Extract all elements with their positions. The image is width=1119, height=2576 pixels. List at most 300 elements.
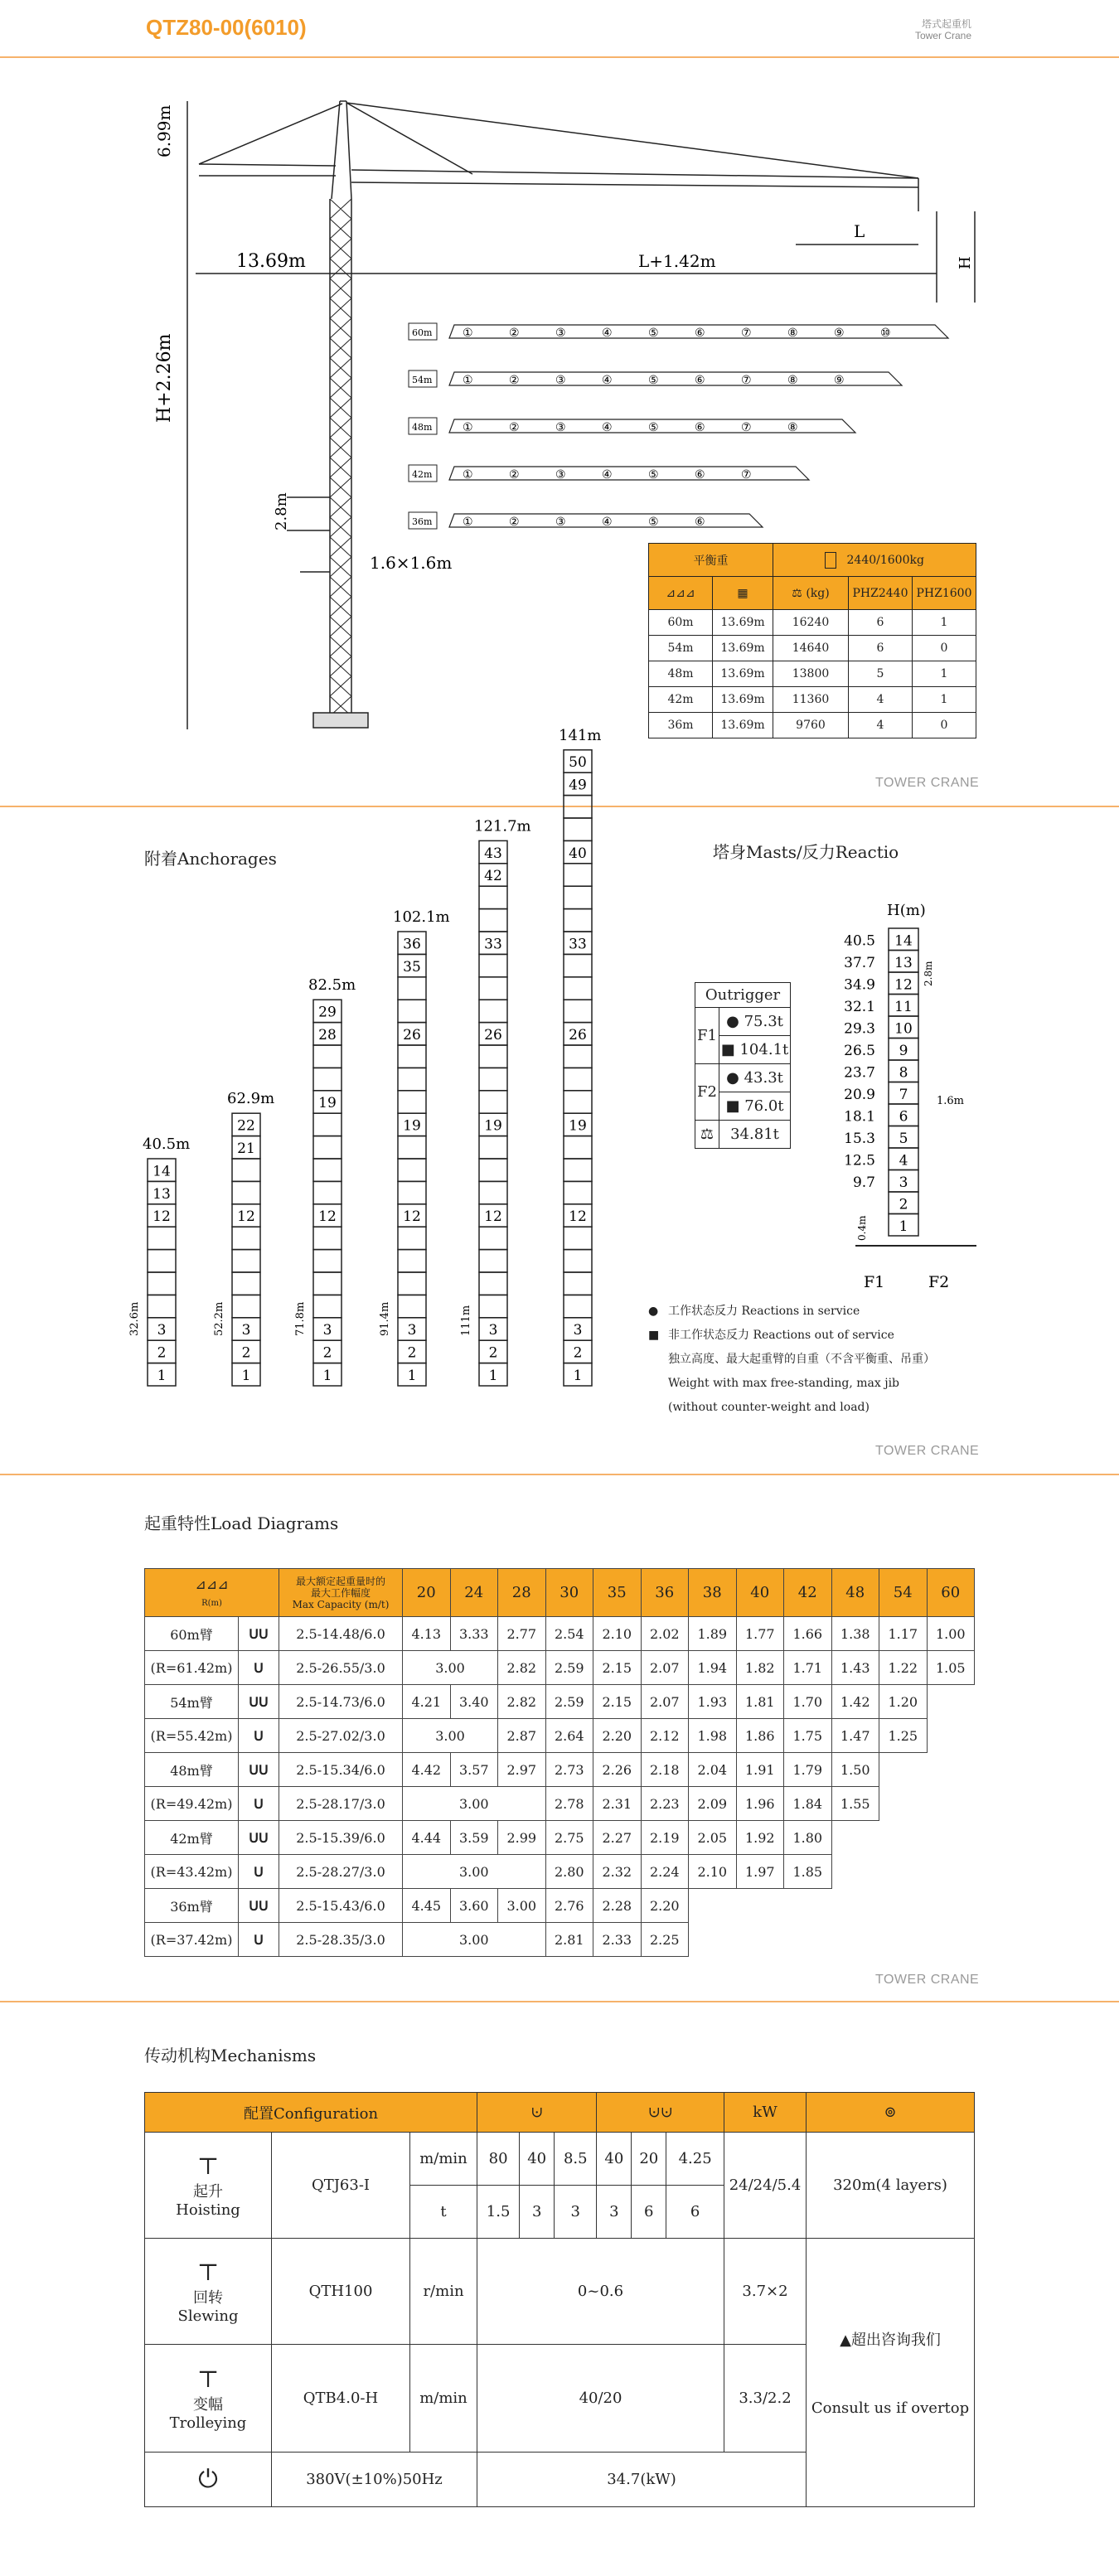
legend-item	[648, 1372, 935, 1396]
jib-section-label: ⑥	[695, 516, 705, 529]
jib-section-label: ⑦	[741, 374, 752, 387]
hoist-unit-load: t	[410, 2186, 477, 2239]
distance-header: 35	[593, 1569, 642, 1617]
mast-section	[148, 1250, 176, 1272]
mast-section	[479, 1000, 507, 1022]
value-cell: 1.17	[879, 1617, 928, 1651]
value-cell: 2.04	[689, 1753, 737, 1787]
config-label: 配置Configuration	[145, 2093, 477, 2133]
mast-section	[398, 1045, 426, 1068]
value-cell: 2.59	[545, 1685, 593, 1719]
mast-section-label: 12	[403, 1208, 421, 1226]
span-cell: 3.00	[403, 1855, 546, 1889]
trolley-power: 3.3/2.2	[724, 2345, 807, 2453]
jib-section-label: ②	[509, 327, 520, 340]
mast-section-label: 2	[899, 1196, 908, 1213]
table-cell: 54m	[649, 636, 713, 661]
value-cell: 1.80	[784, 1821, 832, 1855]
value-cell: 2.07	[641, 1685, 689, 1719]
mast-section	[232, 1159, 260, 1181]
table-cell: 6	[849, 636, 913, 661]
f1-label: F1	[695, 1008, 719, 1064]
column-height-label: 62.9m	[227, 1090, 275, 1108]
value-cell: 1.22	[879, 1651, 928, 1685]
value-cell: 1.50	[831, 1753, 879, 1787]
table-row	[145, 1923, 975, 1957]
table-cell: 13.69m	[713, 636, 773, 661]
mast-section-label: 12	[237, 1208, 255, 1226]
mast-section-label: 36	[403, 936, 421, 953]
jib-section-label: ④	[602, 468, 613, 482]
mast-section	[479, 1295, 507, 1317]
table-cell: 14640	[773, 636, 849, 661]
hoist-cn: 起升	[193, 2182, 223, 2201]
value-cell: 4.44	[403, 1821, 451, 1855]
value-cell: 2.59	[545, 1651, 593, 1685]
mast-section	[398, 1000, 426, 1022]
mast-section	[313, 1181, 342, 1203]
legend-item	[648, 1300, 935, 1324]
height-label: 18.1	[844, 1108, 875, 1126]
mast-section	[479, 1272, 507, 1295]
table-cell: 36m	[649, 713, 713, 738]
mast-section-label: 50	[569, 754, 587, 772]
jib-length-label: 48m	[412, 422, 433, 433]
value-cell: 1.70	[784, 1685, 832, 1719]
value-cell: 1.93	[689, 1685, 737, 1719]
legend-text: 非工作状态反力 Reactions out of service	[668, 1329, 894, 1342]
speed-3: 40	[597, 2133, 632, 2186]
value-cell: 2.02	[641, 1617, 689, 1651]
mast-section	[564, 1227, 592, 1249]
cw-sub-a: PHZ2440	[849, 577, 913, 610]
single-fall-icon: ᑌ	[239, 1719, 279, 1753]
double-fall-icon: ᑌᑌ	[239, 1617, 279, 1651]
jib-section-label: ④	[602, 516, 613, 529]
legend-item	[648, 1396, 935, 1420]
jib-section-label: ⑧	[787, 421, 798, 434]
value-cell: 1.81	[736, 1685, 784, 1719]
mast-section-label: 1	[157, 1368, 167, 1384]
mast-section	[564, 886, 592, 908]
mast-section-label: 2	[573, 1344, 583, 1362]
hoist-unit-speed: m/min	[410, 2133, 477, 2186]
mast-section-label: 35	[403, 958, 421, 976]
mech-table	[144, 2092, 975, 2507]
voltage: 380V(±10%)50Hz	[272, 2453, 477, 2507]
jib-label: (R=61.42m)	[145, 1651, 239, 1685]
value-cell: 2.26	[593, 1753, 642, 1787]
note-en: Consult us if overtop	[811, 2399, 970, 2417]
value-cell: 3.59	[450, 1821, 498, 1855]
mast-section-label: 19	[484, 1117, 502, 1135]
jib-section-label: ⑥	[695, 421, 705, 434]
distance-header: 20	[403, 1569, 451, 1617]
f2-in: ● 43.3t	[719, 1064, 791, 1092]
double-fall-icon: ⊍⊍	[597, 2093, 724, 2133]
mast-section	[564, 1068, 592, 1090]
dim-top-height: 6.99m	[154, 104, 174, 157]
value-cell: 2.20	[641, 1889, 689, 1923]
mast-section-label: 33	[569, 936, 587, 953]
mast-section	[313, 1250, 342, 1272]
mast-section	[313, 1068, 342, 1090]
mast-section	[232, 1272, 260, 1295]
value-cell: 2.78	[545, 1787, 593, 1821]
dim-counter-jib: 13.69m	[236, 251, 306, 272]
corner-icon: ⊿⊿⊿ R(m)	[145, 1569, 279, 1617]
mast-section	[479, 1068, 507, 1090]
mast-section	[313, 1272, 342, 1295]
mast-section	[479, 1136, 507, 1159]
value-cell: 1.55	[831, 1787, 879, 1821]
mast-section-label: 43	[484, 845, 502, 862]
value-cell: 1.43	[831, 1651, 879, 1685]
mast-section	[479, 909, 507, 932]
table-cell: 9760	[773, 713, 849, 738]
jib-section-label: ①	[463, 374, 473, 387]
mech-title: 传动机构Mechanisms	[144, 2046, 317, 2065]
height-label: 26.5	[844, 1043, 875, 1059]
jib-section-label: ④	[602, 421, 613, 434]
dim-mast: 1.6×1.6m	[370, 553, 453, 573]
note-cell	[807, 2239, 975, 2507]
column-height-label: 141m	[559, 726, 602, 744]
capacity-cell: 2.5-27.02/3.0	[279, 1719, 403, 1753]
mast-section-label: 6	[899, 1108, 908, 1126]
mast-section-label: 3	[322, 1322, 332, 1339]
mast-section	[479, 1227, 507, 1249]
column-height-label: 102.1m	[393, 908, 450, 926]
table-cell: 13.69m	[713, 687, 773, 713]
distance-header: 60	[927, 1569, 975, 1617]
jib-section-label: ⑦	[741, 327, 752, 340]
mast-section	[479, 977, 507, 1000]
capacity-header: 最大额定起重量时的 最大工作幅度 Max Capacity (m/t)	[279, 1569, 403, 1617]
table-cell: 16240	[773, 610, 849, 636]
mast-section-label: 12	[484, 1208, 502, 1226]
mast-section	[564, 1000, 592, 1022]
table-row	[145, 1855, 975, 1889]
dim-height: H+2.26m	[154, 333, 175, 423]
mast-section-label: 19	[569, 1117, 587, 1135]
value-cell: 1.42	[831, 1685, 879, 1719]
mast-section	[313, 1227, 342, 1249]
slew-speed: 0~0.6	[477, 2239, 724, 2345]
mast-section	[232, 1295, 260, 1317]
height-label: 23.7	[844, 1064, 875, 1082]
table-cell: 1	[913, 687, 976, 713]
drum-icon: ⊚	[807, 2093, 975, 2133]
brand-label	[895, 18, 971, 41]
jib-length-label: 42m	[412, 469, 433, 480]
mast-section	[398, 1159, 426, 1181]
slew-model: QTH100	[272, 2239, 410, 2345]
speed-4: 20	[632, 2133, 666, 2186]
mast-section	[479, 954, 507, 976]
mast-section-label: 12	[318, 1208, 337, 1226]
mast-section-label: 14	[894, 932, 913, 950]
jib-section-label: ⑦	[741, 421, 752, 434]
f2-label: F2	[695, 1064, 719, 1121]
masts-title: 塔身Masts/反力Reactio	[713, 842, 899, 862]
f2-out: ■ 76.0t	[719, 1092, 791, 1121]
jib-section-label: ②	[509, 516, 520, 529]
model-title: QTZ80-00(6010)	[146, 15, 307, 40]
speed-0: 80	[477, 2133, 520, 2186]
anchorages-title: 附着Anchorages	[144, 849, 277, 869]
jib-section-label: ⑤	[648, 374, 659, 387]
value-cell: 2.12	[641, 1719, 689, 1753]
legend-item	[648, 1348, 935, 1372]
value-cell: 1.05	[927, 1651, 975, 1685]
load-table	[144, 1568, 975, 1957]
table-row	[145, 1753, 975, 1787]
distance-header: 30	[545, 1569, 593, 1617]
mast-section-label: 1	[407, 1368, 417, 1384]
distance-header: 36	[641, 1569, 689, 1617]
mast-section	[564, 1295, 592, 1317]
slew-en: Slewing	[177, 2307, 239, 2325]
mast-section	[313, 1136, 342, 1159]
value-cell: 1.85	[784, 1855, 832, 1889]
trolley-model: QTB4.0-H	[272, 2345, 410, 2453]
table-row	[145, 1617, 975, 1651]
slew-unit: r/min	[410, 2239, 477, 2345]
brand-en: Tower Crane	[914, 30, 971, 41]
value-cell: 2.99	[498, 1821, 546, 1855]
value-cell: 2.77	[498, 1617, 546, 1651]
single-fall-icon: ᑌ	[239, 1651, 279, 1685]
mast-section-label: 26	[484, 1027, 502, 1043]
table-row	[649, 636, 976, 661]
mast-section-label: 11	[894, 999, 913, 1015]
outrigger-table	[695, 982, 791, 1149]
value-cell: 1.79	[784, 1753, 832, 1787]
mast-section	[398, 977, 426, 1000]
table-cell: 5	[849, 661, 913, 687]
value-cell: 2.87	[498, 1719, 546, 1753]
distance-header: 48	[831, 1569, 879, 1617]
plug-icon: ⏻	[145, 2453, 272, 2507]
jib-label: (R=49.42m)	[145, 1787, 239, 1821]
legend-text: 独立高度、最大起重臂的自重（不含平衡重、吊重）	[668, 1353, 935, 1366]
table-cell: 4	[849, 713, 913, 738]
speed-1: 40	[520, 2133, 555, 2186]
speed-5: 4.25	[666, 2133, 724, 2186]
divider	[0, 2001, 1119, 2002]
jib-section-label: ③	[555, 374, 566, 387]
table-cell: 60m	[649, 610, 713, 636]
table-row	[649, 713, 976, 738]
jib-section-label: ①	[463, 421, 473, 434]
mast-section	[479, 886, 507, 908]
f1-label: F1	[864, 1273, 885, 1291]
free-height-label: 32.6m	[128, 1301, 141, 1336]
mast-section-label: 3	[241, 1322, 251, 1339]
hoist-power: 24/24/5.4	[724, 2133, 807, 2239]
table-row	[145, 1651, 975, 1685]
table-row	[649, 661, 976, 687]
mast-section	[232, 1181, 260, 1203]
dim-hook-h: H	[957, 256, 974, 269]
value-cell: 1.20	[879, 1685, 928, 1719]
dim-hook-l: L	[854, 221, 865, 241]
mast-section-label: 7	[899, 1087, 908, 1103]
table-cell: 1	[913, 610, 976, 636]
mast-section-label: 2	[407, 1344, 417, 1362]
self-weight-icon: ⚖	[695, 1121, 719, 1149]
distance-header: 40	[736, 1569, 784, 1617]
total-power: 34.7(kW)	[477, 2453, 807, 2507]
height-label: 29.3	[844, 1020, 875, 1038]
jib-section-label: ③	[555, 421, 566, 434]
dim-jib: L+1.42m	[638, 251, 716, 271]
jib-section-label: ②	[509, 421, 520, 434]
mast-section	[564, 864, 592, 886]
mast-section	[232, 1227, 260, 1249]
capacity-cell: 2.5-15.34/6.0	[279, 1753, 403, 1787]
jib-icon: ⊿⊿⊿	[649, 577, 713, 610]
mast-section-label: 42	[484, 868, 502, 885]
value-cell: 1.96	[736, 1787, 784, 1821]
mast-section-label: 3	[573, 1322, 583, 1339]
mast-section-label: 2	[241, 1344, 251, 1362]
h-label: H(m)	[887, 902, 926, 919]
value-cell: 1.92	[736, 1821, 784, 1855]
note-cn: ▲超出咨询我们	[840, 2331, 941, 2349]
trolley-cell	[145, 2345, 272, 2453]
hoist-cell	[145, 2133, 272, 2239]
value-cell: 1.82	[736, 1651, 784, 1685]
mast-section-label: 2	[488, 1344, 498, 1362]
value-cell: 1.38	[831, 1617, 879, 1651]
value-cell: 2.15	[593, 1651, 642, 1685]
jib-section-label: ⑨	[834, 327, 845, 340]
jib-section-label: ⑧	[787, 374, 798, 387]
hoist-model: QTJ63-I	[272, 2133, 410, 2239]
capacity-cell: 2.5-28.27/3.0	[279, 1855, 403, 1889]
mast-section	[398, 1181, 426, 1203]
value-cell: 2.19	[641, 1821, 689, 1855]
capacity-cell: 2.5-15.39/6.0	[279, 1821, 403, 1855]
height-label: 34.9	[844, 976, 875, 994]
value-cell: 2.73	[545, 1753, 593, 1787]
table-cell: 13.69m	[713, 610, 773, 636]
mast-section-label: 12	[153, 1208, 171, 1226]
table-cell: 13800	[773, 661, 849, 687]
table-row	[145, 1787, 975, 1821]
slew-power: 3.7×2	[724, 2239, 807, 2345]
value-cell: 2.81	[545, 1923, 593, 1957]
f2-label: F2	[928, 1273, 950, 1291]
crane-icon: ⊤	[196, 2365, 220, 2393]
value-cell: 3.33	[450, 1617, 498, 1651]
column-height-label: 40.5m	[143, 1135, 191, 1153]
value-cell: 1.84	[784, 1787, 832, 1821]
legend-item	[648, 1324, 935, 1348]
mast-section	[148, 1295, 176, 1317]
capacity-cell: 2.5-26.55/3.0	[279, 1651, 403, 1685]
mast-section	[313, 1159, 342, 1181]
jib-section-label: ①	[463, 468, 473, 482]
jib-section-label: ⑤	[648, 516, 659, 529]
jib-length-label: 54m	[412, 375, 433, 385]
single-fall-icon: ᑌ	[239, 1787, 279, 1821]
f1-out: ■ 104.1t	[719, 1036, 791, 1064]
mast-section-label: 21	[237, 1140, 255, 1157]
weight-icon-cell: ⚖ (kg)	[773, 577, 849, 610]
jib-outline	[449, 467, 809, 480]
height-label: 40.5	[844, 932, 875, 950]
mast-section-label: 2	[322, 1344, 332, 1362]
f1-in: ● 75.3t	[719, 1008, 791, 1036]
jib-section-label: ②	[509, 468, 520, 482]
jib-label: 48m臂	[145, 1753, 239, 1787]
value-cell: 4.42	[403, 1753, 451, 1787]
mast-section-label: 33	[484, 936, 502, 953]
mast-section	[564, 1136, 592, 1159]
legend-text: Weight with max free-standing, max jib	[668, 1377, 900, 1390]
value-cell: 2.10	[689, 1855, 737, 1889]
double-fall-icon: ᑌᑌ	[239, 1685, 279, 1719]
value-cell: 2.25	[641, 1923, 689, 1957]
mast-width-label: 1.6m	[937, 1095, 965, 1107]
jib-length-label: 60m	[412, 327, 433, 338]
mast-section	[479, 1045, 507, 1068]
mast-section	[232, 1250, 260, 1272]
mast-section-label: 3	[899, 1174, 908, 1191]
capacity-cell: 2.5-28.35/3.0	[279, 1923, 403, 1957]
jib-section-label: ③	[555, 468, 566, 482]
column-height-label: 82.5m	[308, 976, 356, 995]
jib-section-label: ⑧	[787, 327, 798, 340]
slew-cn: 回转	[193, 2288, 223, 2307]
distance-header: 38	[689, 1569, 737, 1617]
value-cell: 2.07	[641, 1651, 689, 1685]
span-cell: 3.00	[403, 1923, 546, 1957]
mast-section-label: 29	[318, 1004, 337, 1021]
value-cell: 1.91	[736, 1753, 784, 1787]
capacity-cell: 2.5-15.43/6.0	[279, 1889, 403, 1923]
mast-section	[564, 1250, 592, 1272]
height-label: 20.9	[844, 1087, 875, 1103]
divider	[0, 1474, 1119, 1475]
trolley-cn: 变幅	[193, 2395, 223, 2414]
footer-label: TOWER CRANE	[875, 1444, 980, 1458]
load-4: 6	[632, 2186, 666, 2239]
value-cell: 2.82	[498, 1651, 546, 1685]
value-cell: 3.40	[450, 1685, 498, 1719]
height-label: 9.7	[852, 1174, 875, 1191]
mast-section-label: 28	[318, 1027, 337, 1043]
span-cell: 3.00	[403, 1787, 546, 1821]
kw-label: kW	[724, 2093, 807, 2133]
mast-section	[398, 1068, 426, 1090]
load-0: 1.5	[477, 2186, 520, 2239]
mast-section-label: 40	[569, 845, 587, 862]
value-cell: 1.89	[689, 1617, 737, 1651]
mast-section-label: 8	[899, 1064, 908, 1082]
counter-jib-icon: ▦	[713, 577, 773, 610]
distance-header: 28	[498, 1569, 546, 1617]
value-cell: 1.00	[927, 1617, 975, 1651]
height-label: 37.7	[844, 955, 875, 971]
mast-section-label: 26	[569, 1027, 587, 1043]
trolley-unit: m/min	[410, 2345, 477, 2453]
mast-section-label: 3	[488, 1322, 498, 1339]
cw-head-left: 平衡重	[649, 544, 773, 577]
